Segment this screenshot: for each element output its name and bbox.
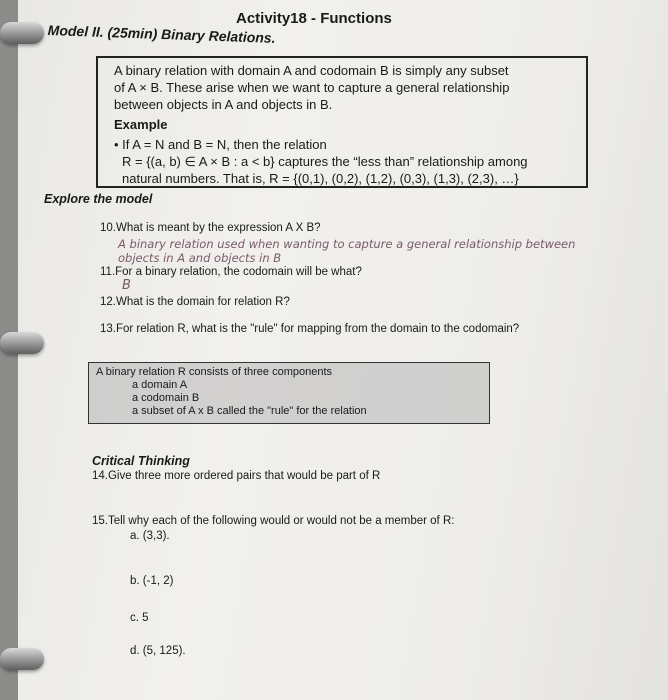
handwritten-answer-10: A binary relation used when wanting to capture a general relationship between (118, 237, 576, 251)
question-15-item: d. (5, 125). (130, 645, 186, 657)
handwritten-answer-11: B (122, 278, 131, 293)
components-line: a subset of A x B called the "rule" for the relation (132, 405, 367, 417)
example-line: R = {(a, b) ∈ A × B : a < b} captures the “less than” relationship among (122, 154, 528, 169)
components-line: a codomain B (132, 392, 200, 404)
question-15-item: c. 5 (130, 612, 149, 624)
definition-line: between objects in A and objects in B. (114, 97, 333, 112)
definition-line: A binary relation with domain A and codomain B is simply any subset (114, 63, 509, 78)
question-15: 15.Tell why each of the following would or would not be a member of R: (92, 515, 455, 527)
binder-ring (0, 332, 44, 354)
critical-thinking-heading: Critical Thinking (92, 454, 190, 468)
question-14: 14.Give three more ordered pairs that would be part of R (92, 470, 381, 482)
binder-ring (0, 22, 44, 44)
example-line: • If A = N and B = N, then the relation (114, 137, 327, 152)
handwritten-answer-10: objects in A and objects in B (118, 251, 282, 265)
question-11: 11.For a binary relation, the codomain will be what? (100, 266, 362, 278)
model-heading: Model II. (25min) Binary Relations. (47, 22, 276, 46)
binder-ring (0, 648, 44, 670)
question-15-item: a. (3,3). (130, 530, 170, 542)
explore-heading: Explore the model (44, 192, 153, 206)
components-line: a domain A (132, 379, 188, 391)
definition-line: of A × B. These arise when we want to capture a general relationship (114, 80, 510, 95)
example-line: natural numbers. That is, R = {(0,1), (0,2), (1,2), (0,3), (1,3), (2,3), …} (122, 171, 519, 186)
question-12: 12.What is the domain for relation R? (100, 296, 290, 308)
question-10: 10.What is meant by the expression A X B? (100, 222, 321, 234)
question-15-item: b. (-1, 2) (130, 575, 174, 587)
example-heading: Example (114, 117, 168, 132)
activity-title: Activity18 - Functions (236, 10, 392, 27)
components-line: A binary relation R consists of three components (96, 366, 333, 378)
question-13: 13.For relation R, what is the "rule" for mapping from the domain to the codomain? (100, 323, 520, 335)
